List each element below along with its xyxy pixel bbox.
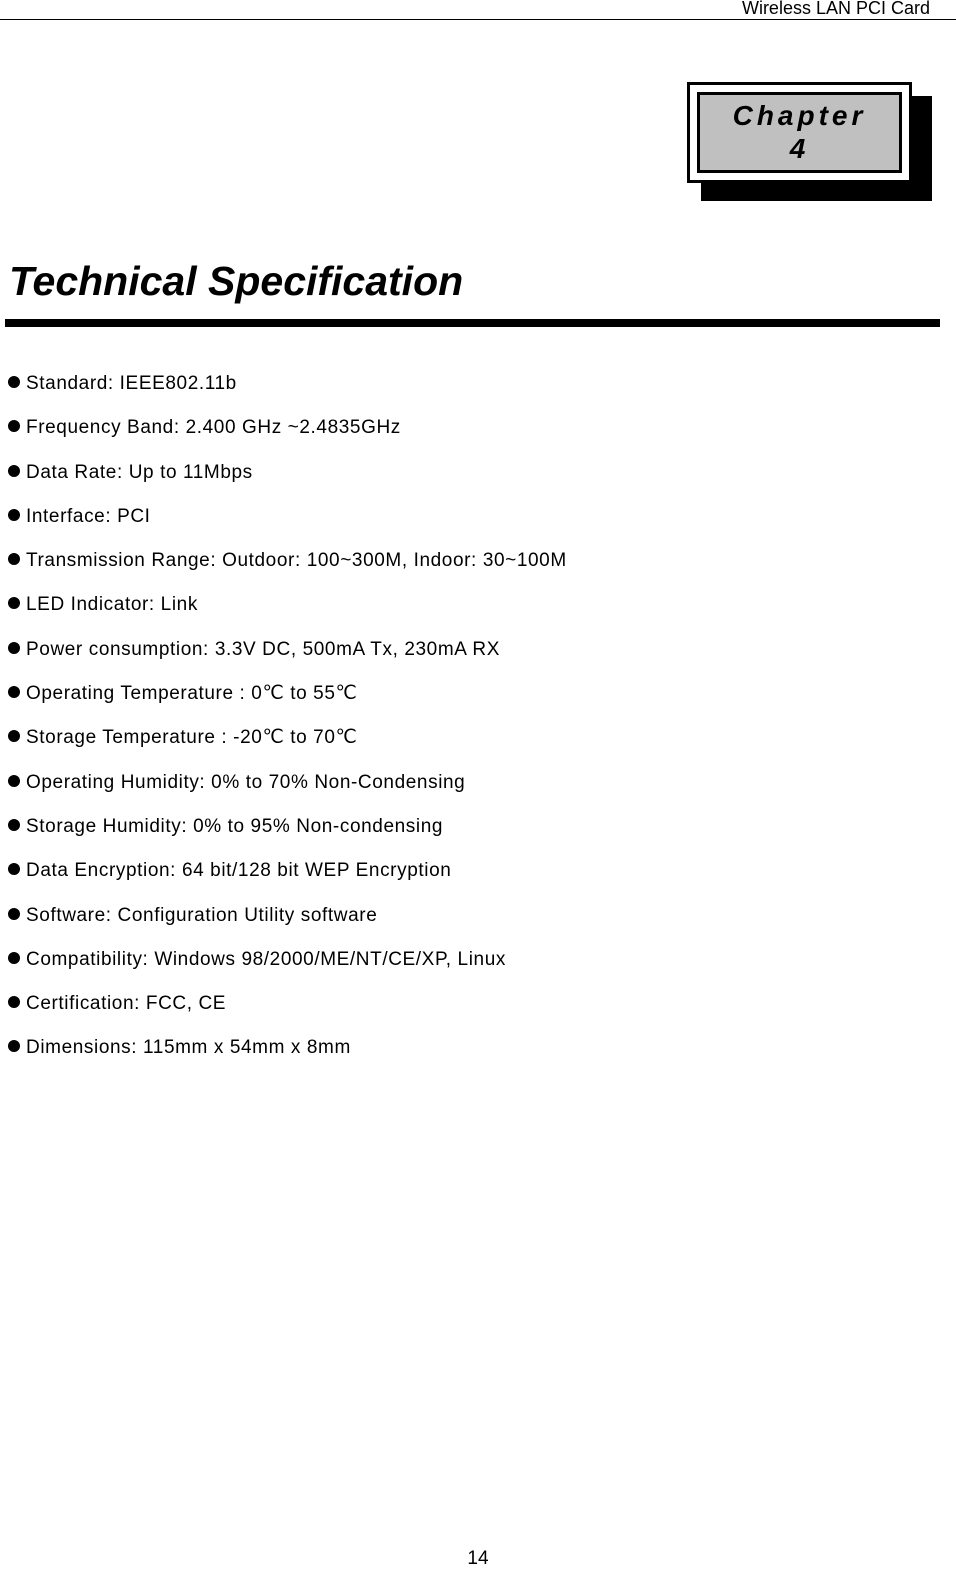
bullet-icon <box>8 376 20 388</box>
bullet-icon <box>8 908 20 920</box>
spec-text: Storage Temperature : -20℃ to 70℃ <box>26 727 358 749</box>
bullet-icon <box>8 819 20 831</box>
bullet-icon <box>8 775 20 787</box>
spec-item <box>8 805 567 849</box>
spec-text: Frequency Band: 2.400 GHz ~2.4835GHz <box>26 417 401 439</box>
spec-item <box>8 938 567 982</box>
chapter-label: Chapter <box>732 100 867 131</box>
running-header: Wireless LAN PCI Card <box>741 0 930 18</box>
spec-item <box>8 628 567 672</box>
spec-item <box>8 894 567 938</box>
spec-text: Compatibility: Windows 98/2000/ME/NT/CE/XP, Linux <box>26 948 506 970</box>
bullet-icon <box>8 730 20 742</box>
spec-text: Data Encryption: 64 bit/128 bit WEP Encryption <box>26 860 452 882</box>
bullet-icon <box>8 509 20 521</box>
spec-text: Certification: FCC, CE <box>26 993 227 1015</box>
page-number: 14 <box>467 1548 489 1569</box>
bullet-icon <box>8 1040 20 1052</box>
spec-text: Storage Humidity: 0% to 95% Non-condensing <box>26 815 444 837</box>
bullet-icon <box>8 996 20 1008</box>
bullet-icon <box>8 642 20 654</box>
spec-text: Dimensions: 115mm x 54mm x 8mm <box>26 1037 351 1059</box>
spec-item <box>8 406 567 450</box>
page-title: Technical Specification <box>9 258 464 304</box>
spec-item <box>8 451 567 495</box>
spec-item <box>8 716 567 760</box>
spec-item <box>8 672 567 716</box>
spec-item <box>8 539 567 583</box>
bullet-icon <box>8 420 20 432</box>
spec-text: Data Rate: Up to 11Mbps <box>26 461 253 483</box>
bullet-icon <box>8 465 20 477</box>
chapter-number: 4 <box>789 133 810 164</box>
spec-text: Transmission Range: Outdoor: 100~300M, Indoor: 30~100M <box>26 550 567 572</box>
spec-list <box>8 362 567 1071</box>
spec-text: Power consumption: 3.3V DC, 500mA Tx, 230mA RX <box>26 638 500 660</box>
spec-text: Software: Configuration Utility software <box>26 904 378 926</box>
bullet-icon <box>8 686 20 698</box>
bullet-icon <box>8 952 20 964</box>
spec-text: Interface: PCI <box>26 505 151 527</box>
bullet-icon <box>8 553 20 565</box>
spec-item <box>8 982 567 1026</box>
spec-item <box>8 849 567 893</box>
spec-text: Operating Humidity: 0% to 70% Non-Condensing <box>26 771 466 793</box>
spec-item <box>8 583 567 627</box>
bullet-icon <box>8 597 20 609</box>
spec-text: Standard: IEEE802.11b <box>26 373 237 394</box>
bullet-icon <box>8 863 20 875</box>
spec-item <box>8 1026 567 1070</box>
spec-item <box>8 761 567 805</box>
spec-item <box>8 362 567 406</box>
chapter-box <box>687 82 912 183</box>
spec-text: LED Indicator: Link <box>26 594 198 616</box>
title-rule <box>5 319 940 327</box>
spec-item <box>8 495 567 539</box>
header-rule <box>0 19 956 20</box>
spec-text: Operating Temperature : 0℃ to 55℃ <box>26 683 358 705</box>
